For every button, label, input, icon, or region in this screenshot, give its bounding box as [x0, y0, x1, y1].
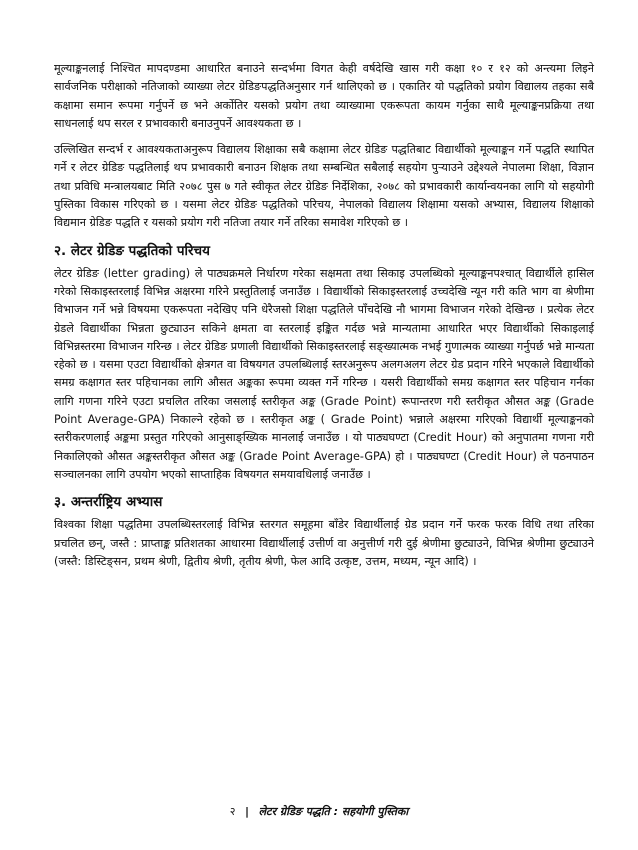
paragraph-intro-context: मूल्याङ्कनलाई निश्चित मापदण्डमा आधारित बनाउने सन्दर्भमा विगत केही वर्षदेखि खास गरी कक्षा १० र १२ को अन्त्यमा लिइने सार्वजनिक परीक्षाको नतिजाको व्याख्या लेटर ग्रेडिङपद्धतिअनुसार गर्न थालिएको छ । एकातिर यो पद्धतिको प्रयोग विद्यालय तहका सबै कक्षामा समान रूपमा गर्नुपर्ने छ भने अर्कोतिर यसको प्रयोग तथा व्याख्यामा एकरूपता कायम गर्नुका साथै मूल्याङ्कनप्रक्रिया तथा साधनलाई थप सरल र प्रभावकारी बनाउनुपर्ने आवश्यकता छ ।: [54, 62, 594, 130]
section-heading-international-practice: ३. अन्तर्राष्ट्रिय अभ्यास: [54, 494, 163, 511]
footer-title: लेटर ग्रेडिङ पद्धति : सहयोगी पुस्तिका: [258, 805, 409, 818]
paragraph-letter-grading-definition: लेटर ग्रेडिङ (letter grading) ले पाठ्यक्रमले निर्धारण गरेका सक्षमता तथा सिकाइ उपलब्धिको मूल्याङ्कनपश्चात् विद्यार्थीले हासिल गरेको सिकाइस्तरलाई विभिन्न अक्षरमा गरिने प्रस्तुतिलाई जनाउँछ । विद्यार्थीको सिकाइस्तरलाई उच्चदेखि न्यून गरी कति भाग वा श्रेणीमा विभाजन गर्ने भन्ने विषयमा एकरूपता नदेखिए पनि धेरैजसो शिक्षा पद्धतिले पाँचदेखि नौ भागमा विभाजन गरेको देखिन्छ । प्रत्येक लेटर ग्रेडले विद्यार्थीका भिन्नता छुट्याउन सकिने क्षमता वा स्तरलाई इङ्कित गर्दछ भन्ने मान्यतामा आधारित भएर विद्यार्थीको सिकाइलाई विभिन्नस्तरमा विभाजन गरिन्छ । लेटर ग्रेडिङ प्रणाली विद्यार्थीको सिकाइस्तरलाई सङ्ख्यात्मक नभई गुणात्मक व्याख्या गर्नुपर्छ भन्ने मान्यता रहेको छ । यसमा एउटा विद्यार्थीको क्षेत्रगत वा विषयगत उपलब्धिलाई स्तरअनुरूप अलगअलग लेटर ग्रेड प्रदान गरिने भएकाले विद्यार्थीको समग्र कक्षागत स्तर पहिचानका लागि औसत अङ्कका रूपमा व्यक्त गर्ने गरिन्छ । यसरी विद्यार्थीको समग्र कक्षागत स्तर पहिचान गर्नका लागि गणना गरिने एउटा प्रचलित तरिका जसलाई स्तरीकृत अङ्क (Grade Point) रूपान्तरण गरी स्तरीकृत औसत अङ्क (Grade Point Average-GPA) निकाल्ने रहेको छ । स्तरीकृत अङ्क ( Grade Point) भन्नाले अक्षरमा गरिएको विद्यार्थी मूल्याङ्कनको स्तरीकरणलाई अङ्कमा प्रस्तुत गरिएको आनुसाङ्ख्यिक मानलाई जनाउँछ । यो पाठ्यघण्टा (Credit Hour) को अनुपातमा गणना गरी निकालिएको औसत अङ्कस्तरीकृत औसत अङ्क (Grade Point Average-GPA) हो । पाठ्यघण्टा (Credit Hour) ले पठनपाठन सञ्चालनका लागि उपयोग भएको साप्ताहिक विषयगत समयावधिलाई जनाउँछ ।: [54, 266, 594, 481]
paragraph-international-practice: विश्वका शिक्षा पद्धतिमा उपलब्धिस्तरलाई विभिन्न स्तरगत समूहमा बाँडेर विद्यार्थीलाई ग्रेड प्रदान गर्ने फरक फरक विधि तथा तरिका प्रचलित छन्, जस्तै : प्राप्ताङ्क प्रतिशतका आधारमा विद्यार्थीलाई उत्तीर्ण वा अनुत्तीर्ण गरी दुई श्रेणीमा छुट्याउने, विभिन्न श्रेणीमा छुट्याउने (जस्तै: डिस्टिङ्सन, प्रथम श्रेणी, द्वितीय श्रेणी, तृतीय श्रेणी, फेल आदि उत्कृष्ट, उत्तम, मध्यम, न्यून आदि) ।: [54, 518, 594, 568]
paragraph-intro-purpose: उल्लिखित सन्दर्भ र आवश्यकताअनुरूप विद्यालय शिक्षाका सबै कक्षामा लेटर ग्रेडिङ पद्धतिबाट विद्यार्थीको मूल्याङ्कन गर्ने पद्धति स्थापित गर्ने र लेटर ग्रेडिङ पद्धतिलाई थप प्रभावकारी बनाउन शिक्षक तथा सम्बन्धित सबैलाई सहयोग पुऱ्याउने उद्देश्यले नेपालमा शिक्षा, विज्ञान तथा प्रविधि मन्त्रालयबाट मिति २०७८ पुस ७ गते स्वीकृत लेटर ग्रेडिङ निर्देशिका, २०७८ को प्रभावकारी कार्यान्वयनका लागि यो सहयोगी पुस्तिका विकास गरिएको छ । यसमा लेटर ग्रेडिङ पद्धतिको परिचय, नेपालको विद्यालय शिक्षामा यसको अभ्यास, विद्यालय शिक्षाको विद्यमान ग्रेडिङ पद्धति र यसको प्रयोग गरी नतिजा तयार गर्ने तरिका समावेश गरिएको छ ।: [54, 143, 594, 230]
page-footer: [0, 804, 638, 820]
page-number: २: [229, 805, 236, 818]
section-heading-letter-grading-intro: २. लेटर ग्रेडिङ पद्धतिको परिचय: [54, 242, 210, 259]
footer-separator: |: [245, 805, 250, 818]
